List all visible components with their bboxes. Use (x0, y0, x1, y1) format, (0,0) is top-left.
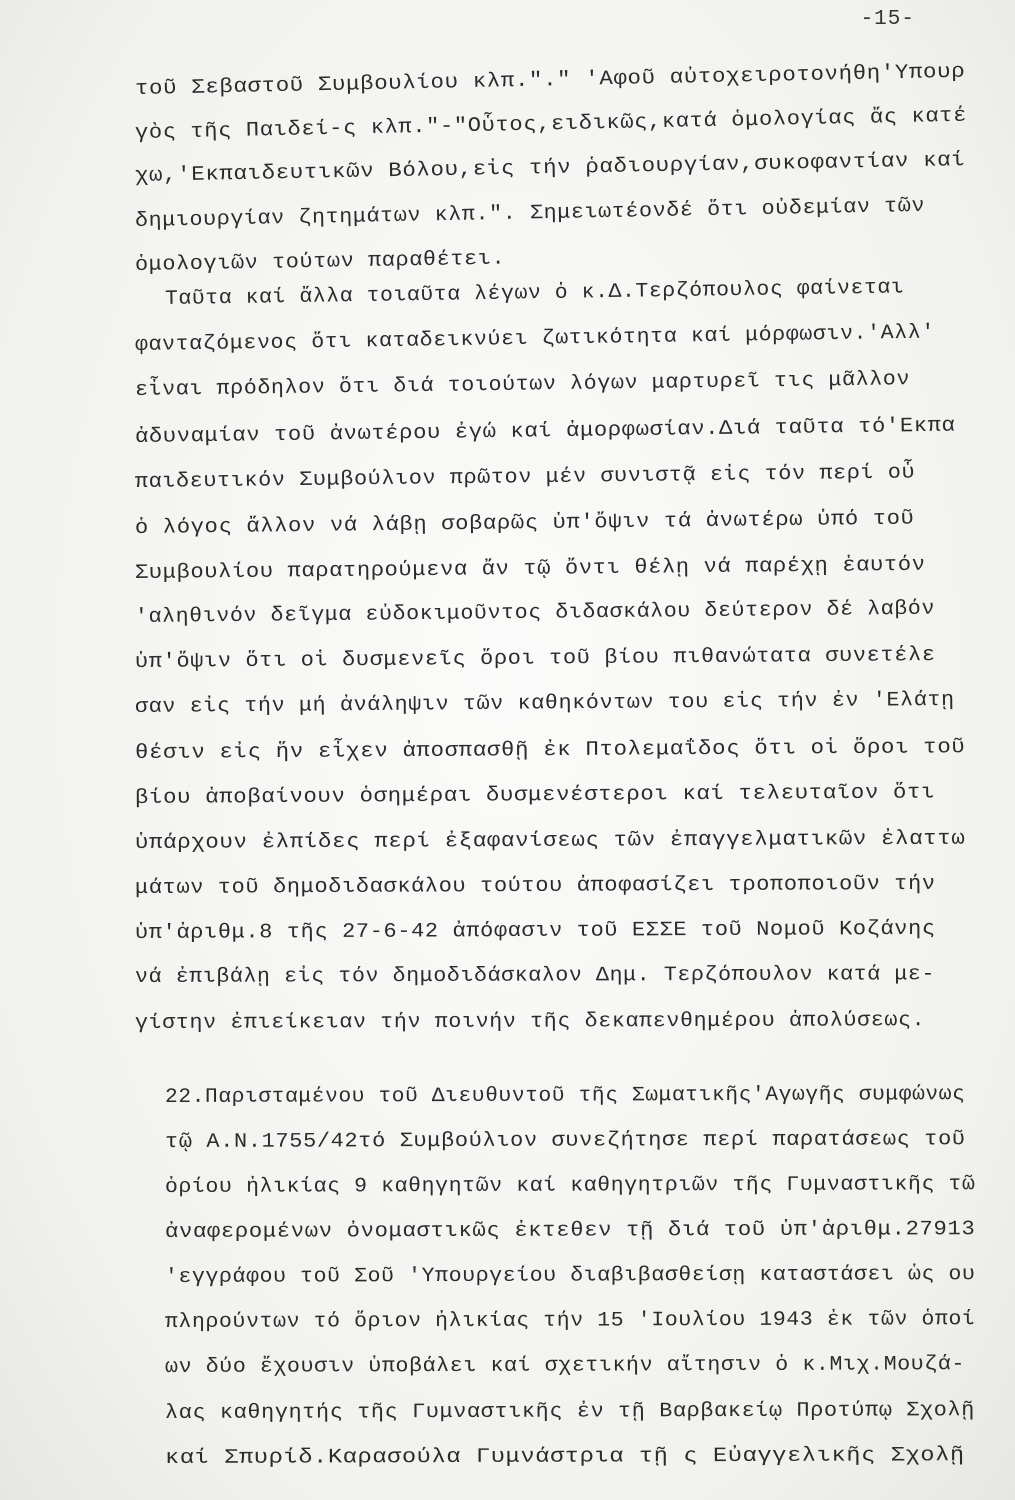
text-line: βίου ἀποβαίνουν ὁσημέραι δυσμενέστεροι καί τελευταῖον ὅτι (134, 781, 936, 810)
text-line: χω,'Εκπαιδευτικῶν Βόλου,εἰς τήν ῥαδιουργίαν,συκοφαντίαν καί (134, 149, 966, 189)
text-line: λας καθηγητής τῆς Γυμναστικῆς ἐν τῇ Βαρβακείῳ Προτύπῳ Σχολῇ (164, 1398, 975, 1425)
text-line: καί Σπυρίδ.Καρασούλα Γυμνάστρια τῇ ς Εὐαγγελικῆς Σχολῇ (164, 1443, 965, 1470)
text-line: εἶναι πρόδηλον ὅτι διά τοιούτων λόγων μαρτυρεῖ τις μᾶλλον (134, 367, 911, 402)
text-line: Συμβουλίου παρατηρούμενα ἄν τῷ ὄντι θέλῃ νά παρέχῃ ἑαυτόν (134, 553, 926, 586)
text-line: πληρούντων τό ὅριον ἡλικίας τήν 15 'Ιουλίου 1943 ἐκ τῶν ὁποί (164, 1308, 976, 1335)
text-line: ἀδυναμίαν τοῦ ἀνωτέρου ἐγώ καί ἀμορφωσίαν.Διά ταῦτα τό'Εκπα (134, 414, 956, 449)
text-line: τῷ Α.Ν.1755/42τό Συμβούλιον συνεζήτησε περί παρατάσεως τοῦ (164, 1128, 966, 1154)
text-line: ὑπ'ἀριθμ.8 τῆς 27-6-42 ἀπόφασιν τοῦ ΕΣΣΕ τοῦ Νομοῦ Κοζάνης (134, 917, 936, 946)
text-line: γίστην ἐπιείκειαν τήν ποινήν τῆς δεκαπενθημέρου ἀπολύσεως. (134, 1009, 926, 1036)
text-line: 22.Παρισταμένου τοῦ Διευθυντοῦ τῆς Σωματικῆς'Αγωγῆς συμφώνως (164, 1082, 966, 1109)
text-line: μάτων τοῦ δημοδιδασκάλου τούτου ἀποφασίζει τροποποιοῦν τήν (134, 872, 936, 901)
page-number: -15- (860, 8, 915, 31)
text-line: δημιουργίαν ζητημάτων κλπ.". Σημειωτέονδέ ὅτι οὐδεμίαν τῶν (134, 194, 926, 233)
text-line: τοῦ Σεβαστοῦ Συμβουλίου κλπ."." 'Αφοῦ αὐτοχειροτονήθη'Υπουρ (134, 60, 966, 101)
text-line: γὸς τῆς Παιδεί-ς κλπ."-"Οὗτος,ειδικῶς,κατά ὁμολογίας ἄς κατέ (134, 104, 968, 146)
text-line: ων δύο ἔχουσιν ὑποβάλει καί σχετικήν αἴτησιν ὁ κ.Μιχ.Μουζά- (164, 1353, 966, 1380)
text-line: ὑπάρχουν ἐλπίδες περί ἐξαφανίσεως τῶν ἐπαγγελματικῶν ἐλαττω (134, 827, 966, 855)
text-line: 'εγγράφου τοῦ Σοῦ 'Υπουργείου διαβιβασθείσῃ καταστάσει ὡς ου (164, 1263, 976, 1290)
text-line: Ταῦτα καί ἄλλα τοιαῦτα λέγων ὁ κ.Δ.Τερζόπουλος φαίνεται (164, 276, 905, 311)
text-line: παιδευτικόν Συμβούλιον πρῶτον μέν συνιστᾷ εἰς τόν περί οὗ (134, 461, 916, 494)
text-line: θέσιν εἰς ἥν εἶχεν ἀποσπασθῇ ἐκ Πτολεμαΐδος ὅτι οἱ ὅροι τοῦ (134, 735, 966, 765)
text-line: σαν εἰς τήν μή ἀνάληψιν τῶν καθηκόντων του εἰς τήν ἐν 'Ελάτῃ (134, 688, 955, 719)
text-line: ὁ λόγος ἄλλον νά λάβῃ σοβαρῶς ὑπ'ὄψιν τά ἀνωτέρω ὑπό τοῦ (134, 507, 915, 540)
text-line: ὁμολογιῶν τούτων παραθέτει. (134, 247, 506, 277)
text-line: φανταζόμενος ὅτι καταδεικνύει ζωτικότητα καί μόρφωσιν.'Αλλ' (134, 321, 936, 357)
text-line: νά ἐπιβάλῃ εἰς τόν δημοδιδάσκαλον Δημ. Τερζόπουλον κατά με- (134, 963, 936, 990)
text-line: 'αληθινόν δεῖγμα εὐδοκιμοῦντος διδασκάλου δεύτερον δέ λαβόν (134, 597, 936, 630)
text-line: ἀναφερομένων ὀνομαστικῶς ἐκτεθεν τῇ διά τοῦ ὑπ'ἀριθμ.27913 (164, 1218, 976, 1245)
text-line: ὁρίου ἡλικίας 9 καθηγητῶν καί καθηγητριῶν τῆς Γυμναστικῆς τῶ (164, 1173, 976, 1199)
text-line: ὑπ'ὄψιν ὅτι οἱ δυσμενεῖς ὅροι τοῦ βίου πιθανώτατα συνετέλε (134, 644, 936, 675)
